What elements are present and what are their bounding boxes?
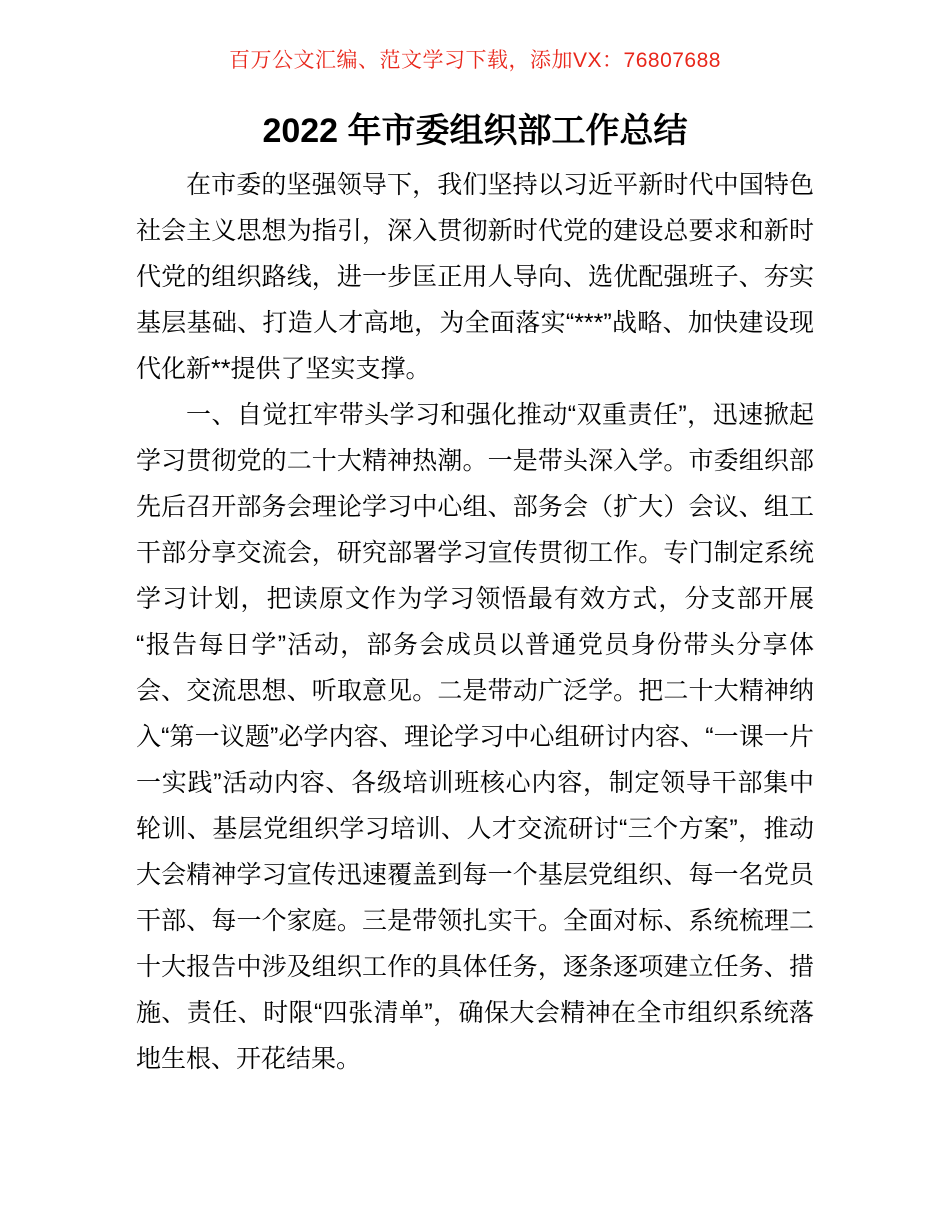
watermark-notice: 百万公文汇编、范文学习下载，添加VX：76807688 bbox=[229, 49, 721, 72]
body-paragraph-1: 在市委的坚强领导下，我们坚持以习近平新时代中国特色社会主义思想为指引，深入贯彻新时代党的建设总要求和新时代党的组织路线，进一步匡正用人导向、选优配强班子、夯实基层基础、打造人才高地，为全面落实“***”战略、加快建设现代化新**提供了坚实支撑。 bbox=[136, 171, 814, 383]
body-paragraph-2: 一、自觉扛牢带头学习和强化推动“双重责任”，迅速掀起学习贯彻党的二十大精神热潮。一是带头深入学。市委组织部先后召开部务会理论学习中心组、部务会（扩大）会议、组工干部分享交流会，研究部署学习宣传贯彻工作。专门制定系统学习计划，把读原文作为学习领悟最有效方式，分支部开展“报告每日学”活动，部务会成员以普通党员身份带头分享体会、交流思想、听取意见。二是带动广泛学。把二十大精神纳入“第一议题”必学内容、理论学习中心组研讨内容、“一课一片一实践”活动内容、各级培训班核心内容，制定领导干部集中轮训、基层党组织学习培训、人才交流研讨“三个方案”，推动大会精神学习宣传迅速覆盖到每一个基层党组织、每一名党员干部、每一个家庭。三是带领扎实干。全面对标、系统梳理二十大报告中涉及组织工作的具体任务，逐条逐项建立任务、措施、责任、时限“四张清单”，确保大会精神在全市组织系统落地生根、开花结果。 bbox=[136, 401, 814, 1073]
document-body bbox=[136, 162, 814, 1082]
document-title: 2022 年市委组织部工作总结 bbox=[262, 112, 688, 150]
